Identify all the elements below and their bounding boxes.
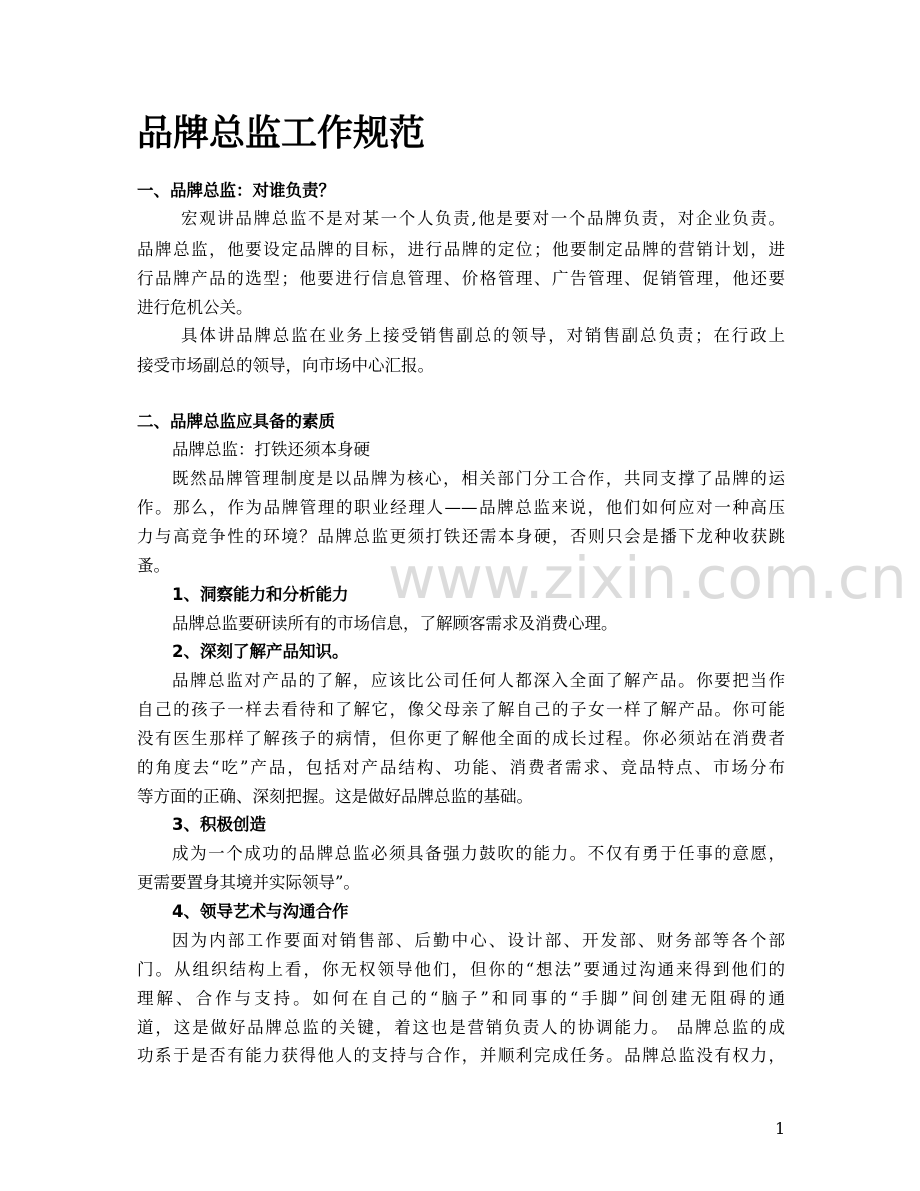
item-heading-3: 3、积极创造 [172, 815, 266, 834]
paragraph-line: 作。那么，作为品牌管理的职业经理人——品牌总监来说，他们如何应对一种高压 [137, 498, 785, 517]
paragraph-line: 更需要置身其境并实际领导”。 [137, 873, 360, 892]
paragraph-line: 等方面的正确、深刻把握。这是做好品牌总监的基础。 [137, 787, 533, 806]
paragraph-line: 力与高竞争性的环境？品牌总监更须打铁还需本身硬，否则只会是播下龙种收获跳 [137, 527, 785, 546]
subheading-line: 品牌总监：打铁还须本身硬 [172, 440, 370, 459]
item-heading-4: 4、领导艺术与沟通合作 [172, 902, 349, 921]
paragraph-line: 蚤。 [137, 556, 170, 575]
paragraph-line: 的角度去“吃”产品，包括对产品结构、功能、消费者需求、竞品特点、市场分布 [137, 758, 785, 777]
paragraph-line: 门。从组织结构上看，你无权领导他们，但你的“想法”要通过沟通来得到他们的 [137, 960, 785, 979]
section-heading-2: 二、品牌总监应具备的素质 [137, 412, 335, 431]
paragraph-line: 既然品牌管理制度是以品牌为核心，相关部门分工合作，共同支撑了品牌的运 [172, 469, 785, 488]
paragraph-line: 品牌总监，他要设定品牌的目标，进行品牌的定位；他要制定品牌的营销计划，进 [137, 240, 785, 259]
paragraph-line: 具体讲品牌总监在业务上接受销售副总的领导，对销售副总负责；在行政上 [181, 326, 785, 345]
page-number: 1 [775, 1119, 786, 1138]
paragraph-line: 成为一个成功的品牌总监必须具备强力鼓吹的能力。不仅有勇于任事的意愿， [172, 844, 785, 863]
item-heading-1: 1、洞察能力和分析能力 [172, 585, 349, 604]
paragraph-line: 品牌总监对产品的了解，应该比公司任何人都深入全面了解产品。你要把当作 [172, 671, 785, 690]
paragraph-line: 因为内部工作要面对销售部、后勤中心、设计部、开发部、财务部等各个部 [172, 931, 785, 950]
paragraph-line: 行品牌产品的选型；他要进行信息管理、价格管理、广告管理、促销管理，他还要 [137, 269, 785, 288]
watermark: www.zixin.com.cn [388, 544, 907, 612]
paragraph-line: 道，这是做好品牌总监的关键，着这也是营销负责人的协调能力。 品牌总监的成 [137, 1018, 785, 1037]
paragraph-line: 接受市场副总的领导，向市场中心汇报。 [137, 356, 434, 375]
paragraph-line: 理解、合作与支持。如何在自己的“脑子”和同事的“手脚”间创建无阻碍的通 [137, 989, 785, 1008]
page-title: 品牌总监工作规范 [137, 113, 426, 154]
paragraph-line: 功系于是否有能力获得他人的支持与合作，并顺利完成任务。品牌总监没有权力， [137, 1046, 785, 1065]
item-heading-2: 2、深刻了解产品知识。 [172, 642, 349, 661]
paragraph-line: 品牌总监要研读所有的市场信息，了解顾客需求及消费心理。 [172, 614, 618, 633]
paragraph-line: 没有医生那样了解孩子的病情，但你更了解他全面的成长过程。你必须站在消费者 [137, 729, 785, 748]
paragraph-line: 进行危机公关。 [137, 298, 253, 317]
section-heading-1: 一、品牌总监：对谁负责？ [137, 181, 335, 200]
paragraph-line: 自己的孩子一样去看待和了解它，像父母亲了解自己的子女一样了解产品。你可能 [137, 700, 785, 719]
paragraph-line: 宏观讲品牌总监不是对某一个人负责,他是要对一个品牌负责，对企业负责。 [181, 209, 785, 228]
